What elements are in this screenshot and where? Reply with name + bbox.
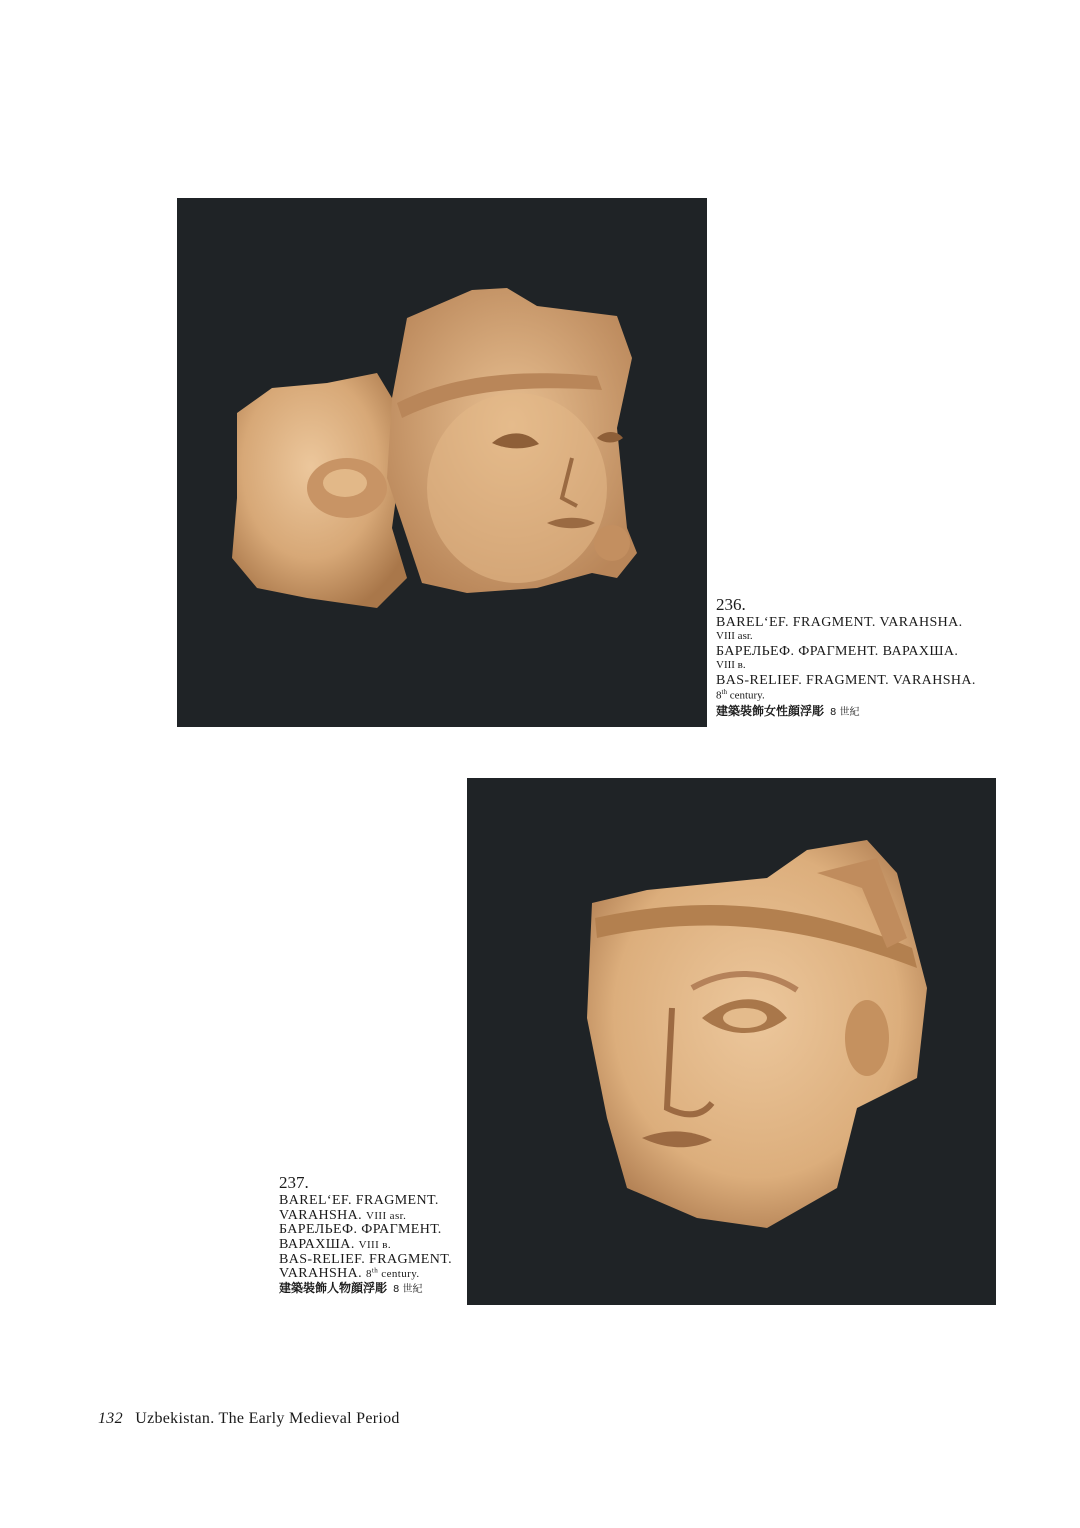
japanese-caption: 建築裝飾女性顔浮彫 8 世紀	[716, 704, 860, 719]
russian-date: VIII в.	[716, 658, 746, 671]
photo-plate-237	[467, 778, 996, 1305]
page-footer	[98, 1410, 400, 1428]
english-title: BAS-RELIEF. FRAGMENT.	[279, 1251, 453, 1267]
uzbek-date: VIII asr.	[716, 629, 753, 642]
russian-title-line2: ВАРАХША. VIII в.	[279, 1236, 392, 1252]
caption-236	[716, 596, 996, 719]
japanese-caption: 建築裝飾人物顔浮彫 8 世紀	[279, 1280, 423, 1295]
running-title: Uzbekistan. The Early Medieval Period	[135, 1410, 400, 1427]
uzbek-title-line2: VARAHSHA. VIII asr.	[279, 1207, 407, 1223]
russian-title: БАРЕЛЬЕФ. ФРАГМЕНТ.	[279, 1222, 442, 1238]
uzbek-title: BAREL‘EF. FRAGMENT. VARAHSHA.	[716, 614, 963, 630]
uzbek-title: BAREL‘EF. FRAGMENT.	[279, 1192, 439, 1208]
english-title-line2: VARAHSHA. 8th century.	[279, 1266, 420, 1282]
photo-plate-236	[177, 198, 707, 727]
english-date: 8th century.	[716, 688, 765, 702]
bas-relief-fragment-female-head-image	[177, 198, 707, 727]
bas-relief-fragment-head-image	[467, 778, 996, 1305]
page-number: 132	[98, 1410, 123, 1427]
caption-237	[279, 1174, 465, 1295]
english-title: BAS-RELIEF. FRAGMENT. VARAHSHA.	[716, 673, 976, 689]
russian-title: БАРЕЛЬЕФ. ФРАГМЕНТ. ВАРАХША.	[716, 644, 959, 660]
plate-number: 236.	[716, 595, 746, 614]
plate-number: 237.	[279, 1173, 309, 1192]
